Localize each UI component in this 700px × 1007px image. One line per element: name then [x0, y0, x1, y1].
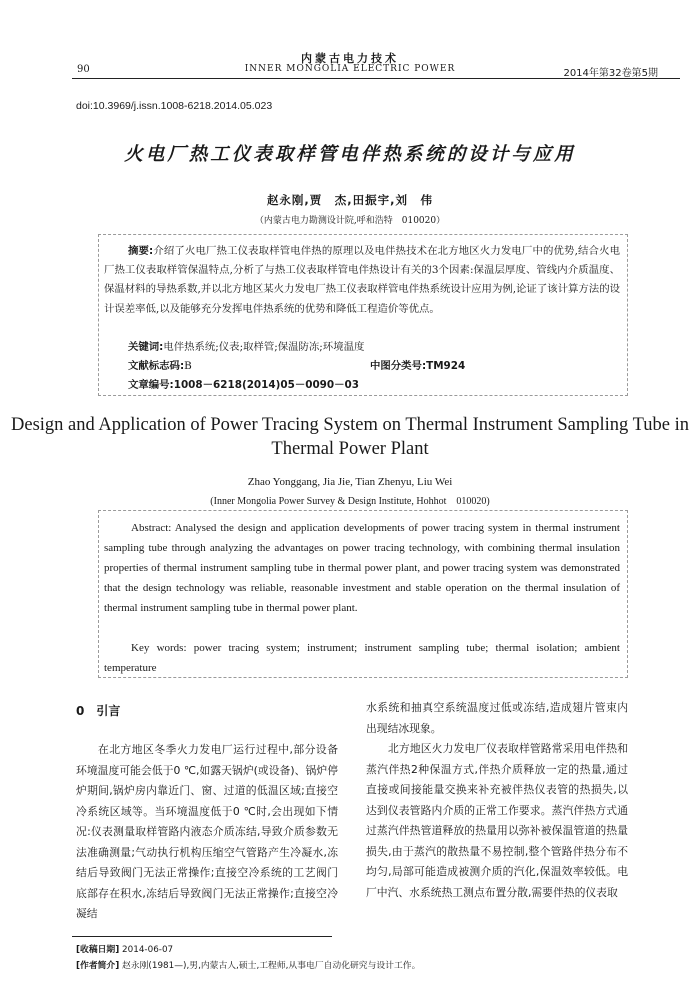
keywords-en — [104, 638, 620, 678]
doi: doi:10.3969/j.issn.1008-6218.2014.05.023 — [76, 100, 273, 112]
abstract-en — [104, 518, 620, 618]
classification-code — [370, 357, 465, 372]
header-rule — [72, 78, 680, 79]
abstract-en-text: Analysed the design and application developments of power tracing system in thermal instrument sampling tube through analyzing the advantages on power tracing technology, with combining thermal insulation properties of thermal instrument sampling tube in thermal power plant, and power tracing system was demonstrated that the design technology was reliable, reasonable investment and stable operation on the thermal insulation of thermal instrument sampling tube in thermal power plant. — [104, 522, 620, 614]
keywords-cn-text: 电伴热系统;仪表;取样管;保温防冻;环境温度 — [163, 341, 365, 353]
abstract-en-label: Abstract: — [131, 522, 172, 534]
received-date-label: [收稿日期] — [76, 945, 120, 955]
received-date-value: 2014-06-07 — [122, 945, 174, 955]
body-paragraph: 水系统和抽真空系统温度过低或冻结,造成翅片管束内出现结冰现象。 — [366, 701, 628, 735]
classification-code-label: 中图分类号: — [370, 360, 427, 372]
document-code-label: 文献标志码: — [128, 360, 185, 372]
page-number: 90 — [77, 64, 90, 75]
document-code-value: B — [184, 360, 192, 372]
classification-code-value: TM924 — [426, 360, 466, 372]
section-number: 0 — [76, 704, 85, 718]
author-bio-value: 赵永刚(1981—),男,内蒙古人,硕士,工程师,从事电厂自动化研究与设计工作。 — [122, 961, 421, 971]
abstract-cn — [104, 242, 620, 319]
body-column-right — [366, 698, 628, 903]
body-column-left — [76, 740, 338, 925]
keywords-en-label: Key words: — [131, 642, 187, 654]
article-number — [128, 376, 359, 391]
affiliation-en: (Inner Mongolia Power Survey & Design Institute, Hohhot 010020) — [210, 496, 490, 507]
body-paragraph: 在北方地区冬季火力发电厂运行过程中,部分设备环境温度可能会低于0 ℃,如露天锅炉(或设备)、锅炉停炉期间,锅炉房内靠近门、窗、过道的低温区域;直接空冷系统区域等。当环境温度低于0 ℃时,会出现如下情况:仪表测量取样管路内液态介质冻结,导致介质参数无法准确测量;气动执行机构压缩空气管路产生冷凝水,冻结后导致阀门无法正常操作;直接空冷系统的工艺阀门底部存在积水,冻结后导致阀门无法正常操作;直接空冷凝结 — [76, 743, 338, 920]
paper-title-cn: 火电厂热工仪表取样管电伴热系统的设计与应用 — [124, 144, 576, 165]
affiliation-cn: （内蒙古电力勘测设计院,呼和浩特 010020） — [254, 216, 446, 226]
journal-title-en: INNER MONGOLIA ELECTRIC POWER — [244, 64, 456, 74]
document-code — [128, 357, 192, 372]
author-bio — [76, 958, 636, 971]
abstract-cn-text: 介绍了火电厂热工仪表取样管电伴热的原理以及电伴热技术在北方地区火力发电厂中的优势,结合火电厂热工仪表取样管保温特点,分析了与热工仪表取样管电伴热设计有关的3个因素:保温层厚度、管线内介质温度、保温材料的导热系数,并以北方地区某火力发电厂热工仪表取样管电伴热系统设计应用为例,论证了该计算方法的设计误差率低,以及能够充分发挥电伴热系统的优势和降低工程造价等优点。 — [104, 245, 620, 315]
journal-title-cn: 内蒙古电力技术 — [301, 52, 399, 65]
article-number-label: 文章编号: — [128, 379, 174, 391]
section-heading — [76, 702, 120, 719]
authors-en: Zhao Yonggang, Jia Jie, Tian Zhenyu, Liu Wei — [247, 476, 453, 488]
authors-cn: 赵永刚,贾 杰,田振宇,刘 伟 — [266, 193, 434, 207]
footnote-rule — [72, 936, 332, 937]
author-bio-label: [作者简介] — [76, 961, 120, 971]
article-number-value: 1008－6218(2014)05－0090－03 — [173, 379, 359, 391]
abstract-cn-label: 摘要: — [128, 245, 154, 257]
keywords-en-text: power tracing system; instrument; instrument sampling tube; thermal isolation; ambient temperature — [104, 642, 620, 674]
issue-info: 2014年第32卷第5期 — [563, 68, 658, 79]
section-title: 引言 — [96, 704, 121, 718]
body-paragraph: 北方地区火力发电厂仪表取样管路常采用电伴热和蒸汽伴热2种保温方式,伴热介质释放一定的热量,通过直接或间接能量交换来补充被伴热仪表管的热损失,以达到仪表管路内介质的正常工作要求。蒸汽伴热方式通过蒸汽伴热管道释放的热量用以弥补被保温管道的热量损失,由于蒸汽的散热量不易控制,整个管路伴热分布不均匀,局部可能造成被测介质的汽化,保温效率较低。电厂中汽、水系统热工测点布置分散,需要伴热的仪表取 — [366, 742, 628, 899]
paper-title-en: Design and Application of Power Tracing System on Thermal Instrument Sampling Tube in Thermal Power Plant — [11, 415, 689, 459]
keywords-cn-label: 关键词: — [128, 341, 164, 353]
received-date — [76, 942, 636, 955]
keywords-cn — [128, 338, 364, 353]
